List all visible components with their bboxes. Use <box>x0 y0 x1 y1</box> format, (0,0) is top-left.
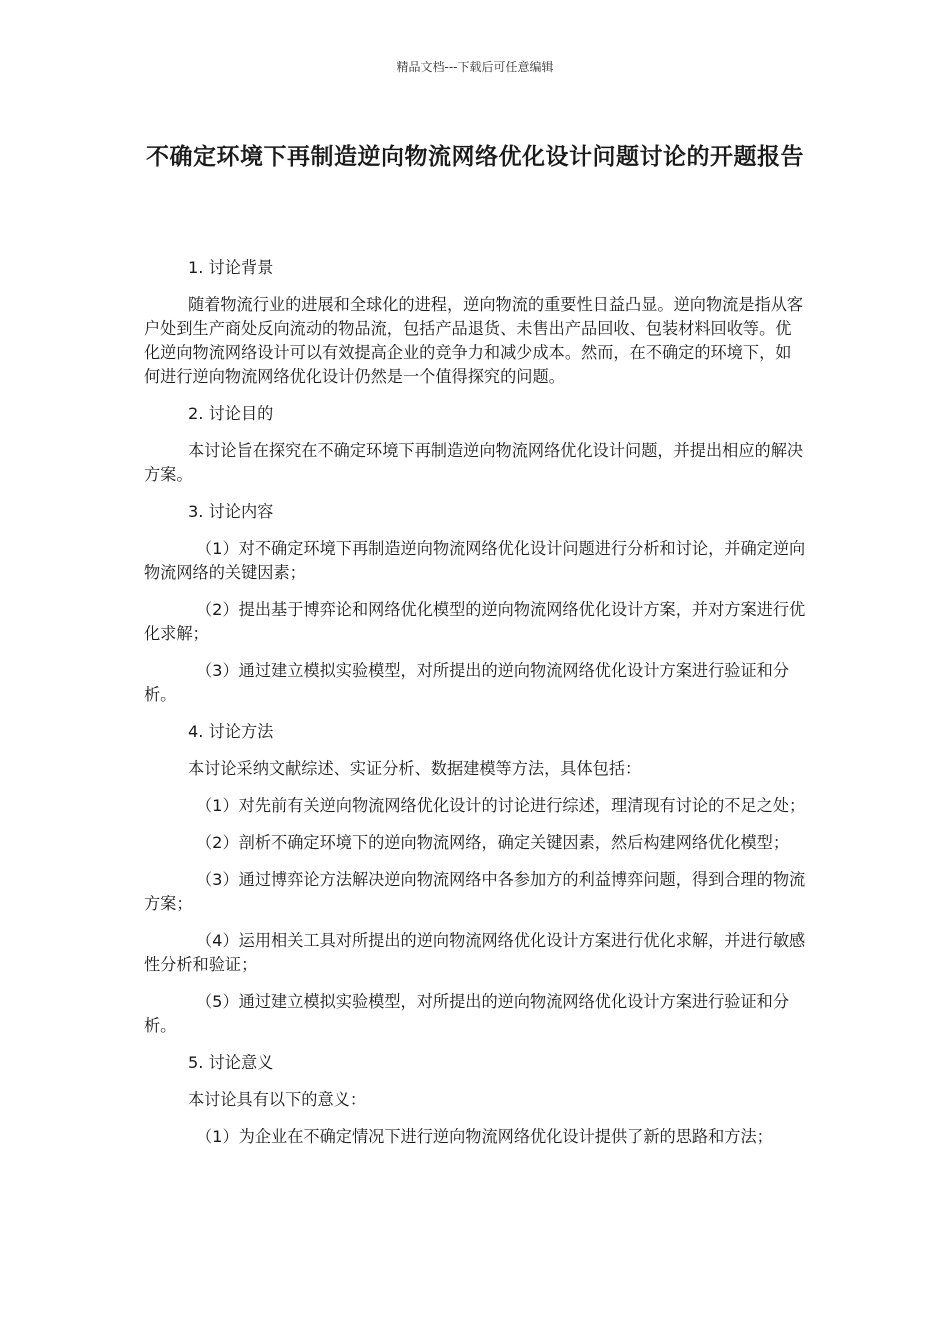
document-title: 不确定环境下再制造逆向物流网络优化设计问题讨论的开题报告 <box>146 144 804 170</box>
section-heading-purpose: 2. 讨论目的 <box>188 404 274 423</box>
purpose-paragraph: 本讨论旨在探究在不确定环境下再制造逆向物流网络优化设计问题，并提出相应的解决方案。 <box>144 441 804 484</box>
section-heading-content: 3. 讨论内容 <box>188 502 274 521</box>
background-paragraph: 随着物流行业的进展和全球化的进程，逆向物流的重要性日益凸显。逆向物流是指从客户处到生产商处反向流动的物品流，包括产品退货、未售出产品回收、包装材料回收等。优化逆向物流网络设计可以有效提高企业的竞争力和减少成本。然而，在不确定的环境下，如何进行逆向物流网络优化设计仍然是一个值得探究的问题。 <box>144 295 804 386</box>
document-body <box>144 256 806 1162</box>
content-item: （3）通过建立模拟实验模型，对所提出的逆向物流网络优化设计方案进行验证和分析。 <box>144 661 790 704</box>
method-paragraph: 本讨论采纳文献综述、实证分析、数据建模等方法，具体包括： <box>188 759 642 778</box>
significance-item: （1）为企业在不确定情况下进行逆向物流网络优化设计提供了新的思路和方法； <box>196 1127 773 1146</box>
method-item: （1）对先前有关逆向物流网络优化设计的讨论进行综述，理清现有讨论的不足之处； <box>196 796 806 815</box>
content-item: （2）提出基于博弈论和网络优化模型的逆向物流网络优化设计方案，并对方案进行优化求解； <box>144 600 806 643</box>
header-note: 精品文档---下载后可任意编辑 <box>396 60 554 74</box>
method-item: （4）运用相关工具对所提出的逆向物流网络优化设计方案进行优化求解，并进行敏感性分析和验证； <box>144 931 806 974</box>
method-item: （5）通过建立模拟实验模型，对所提出的逆向物流网络优化设计方案进行验证和分析。 <box>144 992 790 1035</box>
method-item: （2）剖析不确定环境下的逆向物流网络，确定关键因素，然后构建网络优化模型； <box>196 833 790 852</box>
section-heading-background: 1. 讨论背景 <box>188 258 274 277</box>
content-item: （1）对不确定环境下再制造逆向物流网络优化设计问题进行分析和讨论，并确定逆向物流网络的关键因素； <box>144 539 806 582</box>
method-item: （3）通过博弈论方法解决逆向物流网络中各参加方的利益博弈问题，得到合理的物流方案； <box>144 870 806 913</box>
significance-paragraph: 本讨论具有以下的意义： <box>188 1090 367 1109</box>
section-heading-method: 4. 讨论方法 <box>188 722 274 741</box>
section-heading-significance: 5. 讨论意义 <box>188 1053 274 1072</box>
